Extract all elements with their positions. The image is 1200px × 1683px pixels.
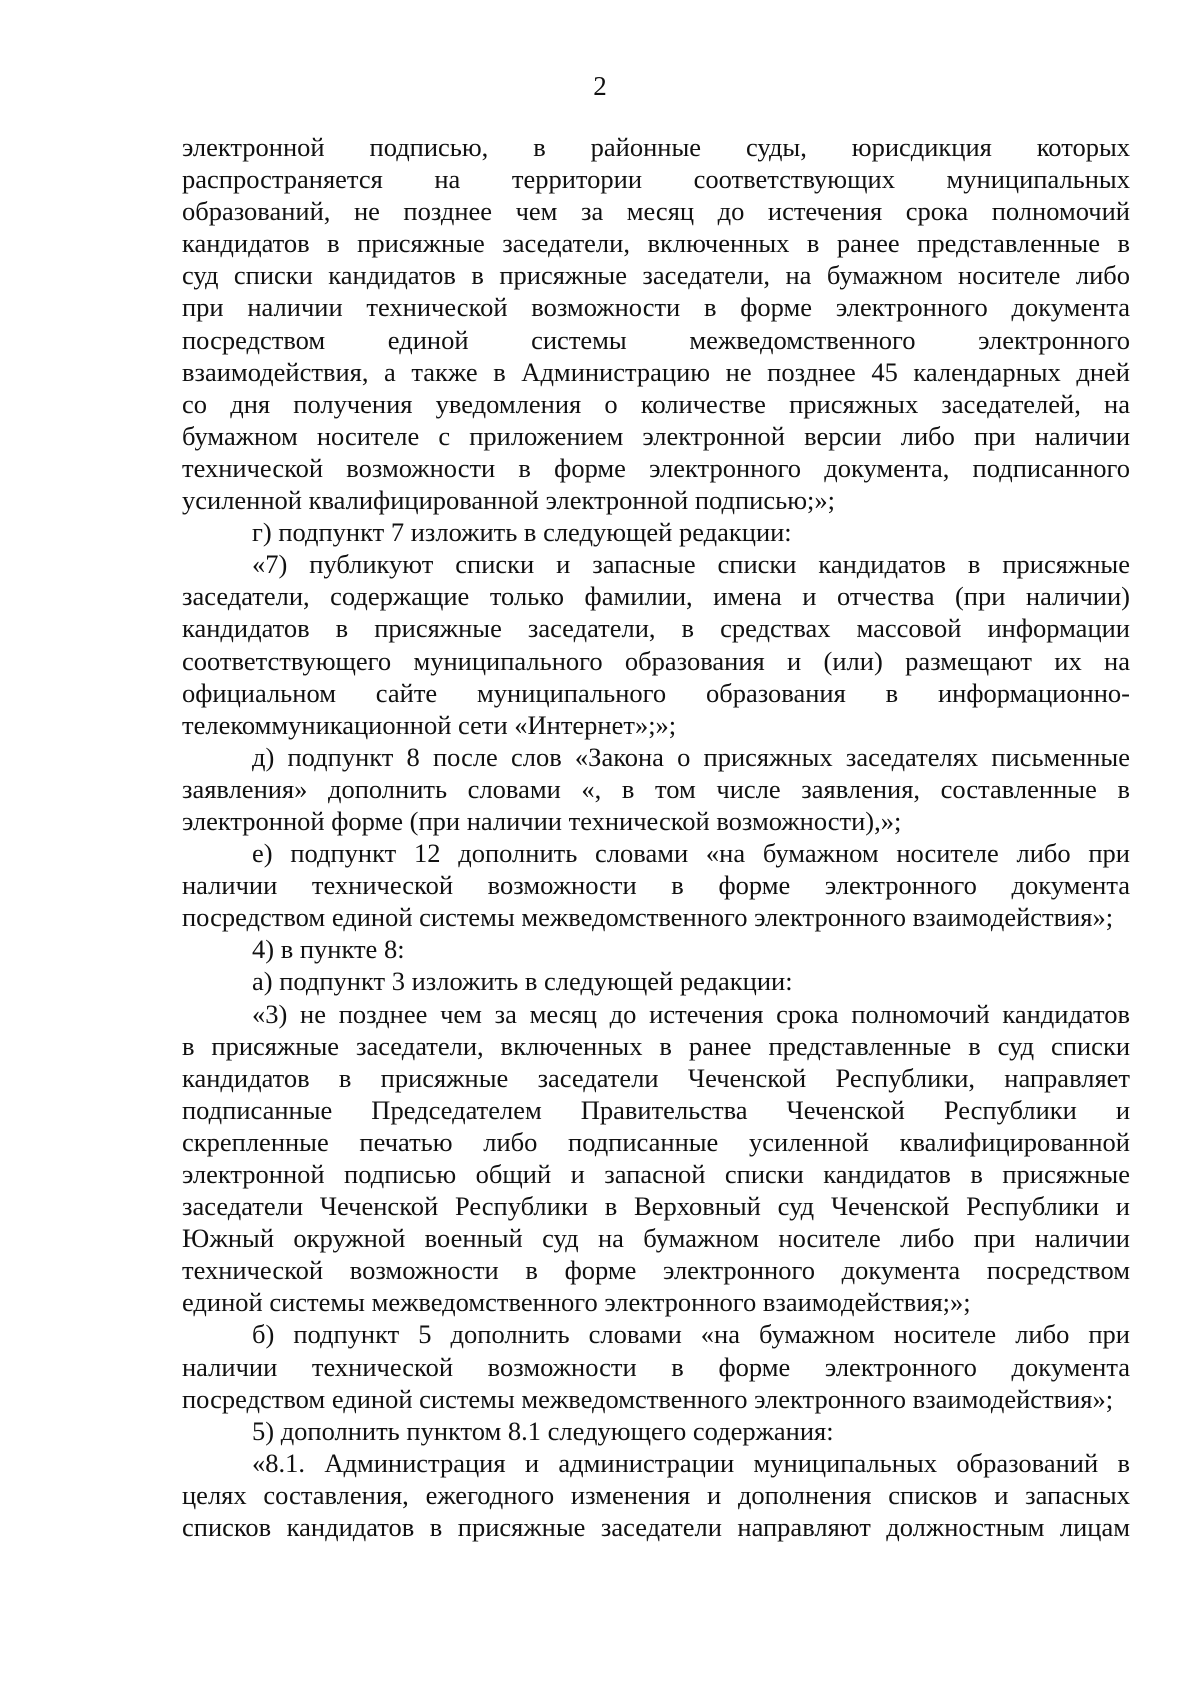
text-line: телекоммуникационной сети «Интернет»;»; xyxy=(182,709,677,740)
text-line: кандидатов в присяжные заседатели, включенных в ранее представленные в xyxy=(182,228,1130,259)
text-line: бумажном носителе с приложением электронной версии либо при наличии xyxy=(182,420,1130,451)
text-line: 4) в пункте 8: xyxy=(252,934,405,965)
text-line: распространяется на территории соответствующих муниципальных xyxy=(182,164,1130,195)
text-line: заседатели Чеченской Республики в Верховный суд Чеченской Республики и xyxy=(182,1191,1130,1222)
text-line: «8.1. Администрация и администрации муниципальных образований в xyxy=(252,1447,1130,1478)
text-line: «3) не позднее чем за месяц до истечения срока полномочий кандидатов xyxy=(252,998,1130,1029)
text-line: взаимодействия, а также в Администрацию не позднее 45 календарных дней xyxy=(182,356,1130,387)
text-line: е) подпункт 12 дополнить словами «на бумажном носителе либо при xyxy=(252,838,1130,869)
text-line: суд списки кандидатов в присяжные заседатели, на бумажном носителе либо xyxy=(182,260,1130,291)
text-line: посредством единой системы межведомственного электронного взаимодействия»; xyxy=(182,1383,1114,1414)
text-line: скрепленные печатью либо подписанные усиленной квалифицированной xyxy=(182,1126,1130,1157)
text-line: а) подпункт 3 изложить в следующей редакции: xyxy=(252,966,793,997)
text-line: 5) дополнить пунктом 8.1 следующего содержания: xyxy=(252,1415,834,1446)
text-line: кандидатов в присяжные заседатели, в средствах массовой информации xyxy=(182,613,1130,644)
text-line: Южный окружной военный суд на бумажном носителе либо при наличии xyxy=(182,1223,1130,1254)
text-line: единой системы межведомственного электронного взаимодействия;»; xyxy=(182,1287,971,1318)
text-line: образований, не позднее чем за месяц до истечения срока полномочий xyxy=(182,196,1130,227)
document-body xyxy=(182,131,1130,1543)
text-line: в присяжные заседатели, включенных в ранее представленные в суд списки xyxy=(182,1030,1130,1061)
text-line: соответствующего муниципального образования и (или) размещают их на xyxy=(182,645,1130,676)
text-line: посредством единой системы межведомственного электронного взаимодействия»; xyxy=(182,902,1114,933)
text-line: усиленной квалифицированной электронной подписью;»; xyxy=(182,485,835,516)
text-line: наличии технической возможности в форме электронного документа xyxy=(182,1351,1130,1382)
text-line: б) подпункт 5 дополнить словами «на бумажном носителе либо при xyxy=(252,1319,1130,1350)
text-line: кандидатов в присяжные заседатели Чеченской Республики, направляет xyxy=(182,1062,1130,1093)
text-line: подписанные Председателем Правительства Чеченской Республики и xyxy=(182,1094,1130,1125)
text-line: «7) публикуют списки и запасные списки кандидатов в присяжные xyxy=(252,549,1130,580)
text-line: технической возможности в форме электронного документа посредством xyxy=(182,1255,1130,1286)
text-line: официальном сайте муниципального образования в информационно- xyxy=(182,677,1130,708)
text-line: посредством единой системы межведомственного электронного xyxy=(182,324,1130,355)
text-line: электронной форме (при наличии технической возможности),»; xyxy=(182,805,902,836)
text-line: наличии технической возможности в форме электронного документа xyxy=(182,870,1130,901)
text-line: технической возможности в форме электронного документа, подписанного xyxy=(182,452,1130,483)
text-line: целях составления, ежегодного изменения и дополнения списков и запасных xyxy=(182,1479,1130,1510)
text-line: электронной подписью общий и запасной списки кандидатов в присяжные xyxy=(182,1159,1130,1189)
text-line: заседатели, содержащие только фамилии, имена и отчества (при наличии) xyxy=(182,581,1130,612)
text-line: электронной подписью, в районные суды, юрисдикция которых xyxy=(182,132,1130,162)
text-line: заявления» дополнить словами «, в том числе заявления, составленные в xyxy=(182,773,1130,804)
text-line: со дня получения уведомления о количестве присяжных заседателей, на xyxy=(182,388,1130,419)
text-line: при наличии технической возможности в форме электронного документа xyxy=(182,292,1130,323)
text-line: г) подпункт 7 изложить в следующей редакции: xyxy=(252,517,792,548)
page-number: 2 xyxy=(593,71,607,101)
text-line: списков кандидатов в присяжные заседатели направляют должностным лицам xyxy=(182,1512,1130,1543)
text-line: д) подпункт 8 после слов «Закона о присяжных заседателях письменные xyxy=(252,741,1130,772)
